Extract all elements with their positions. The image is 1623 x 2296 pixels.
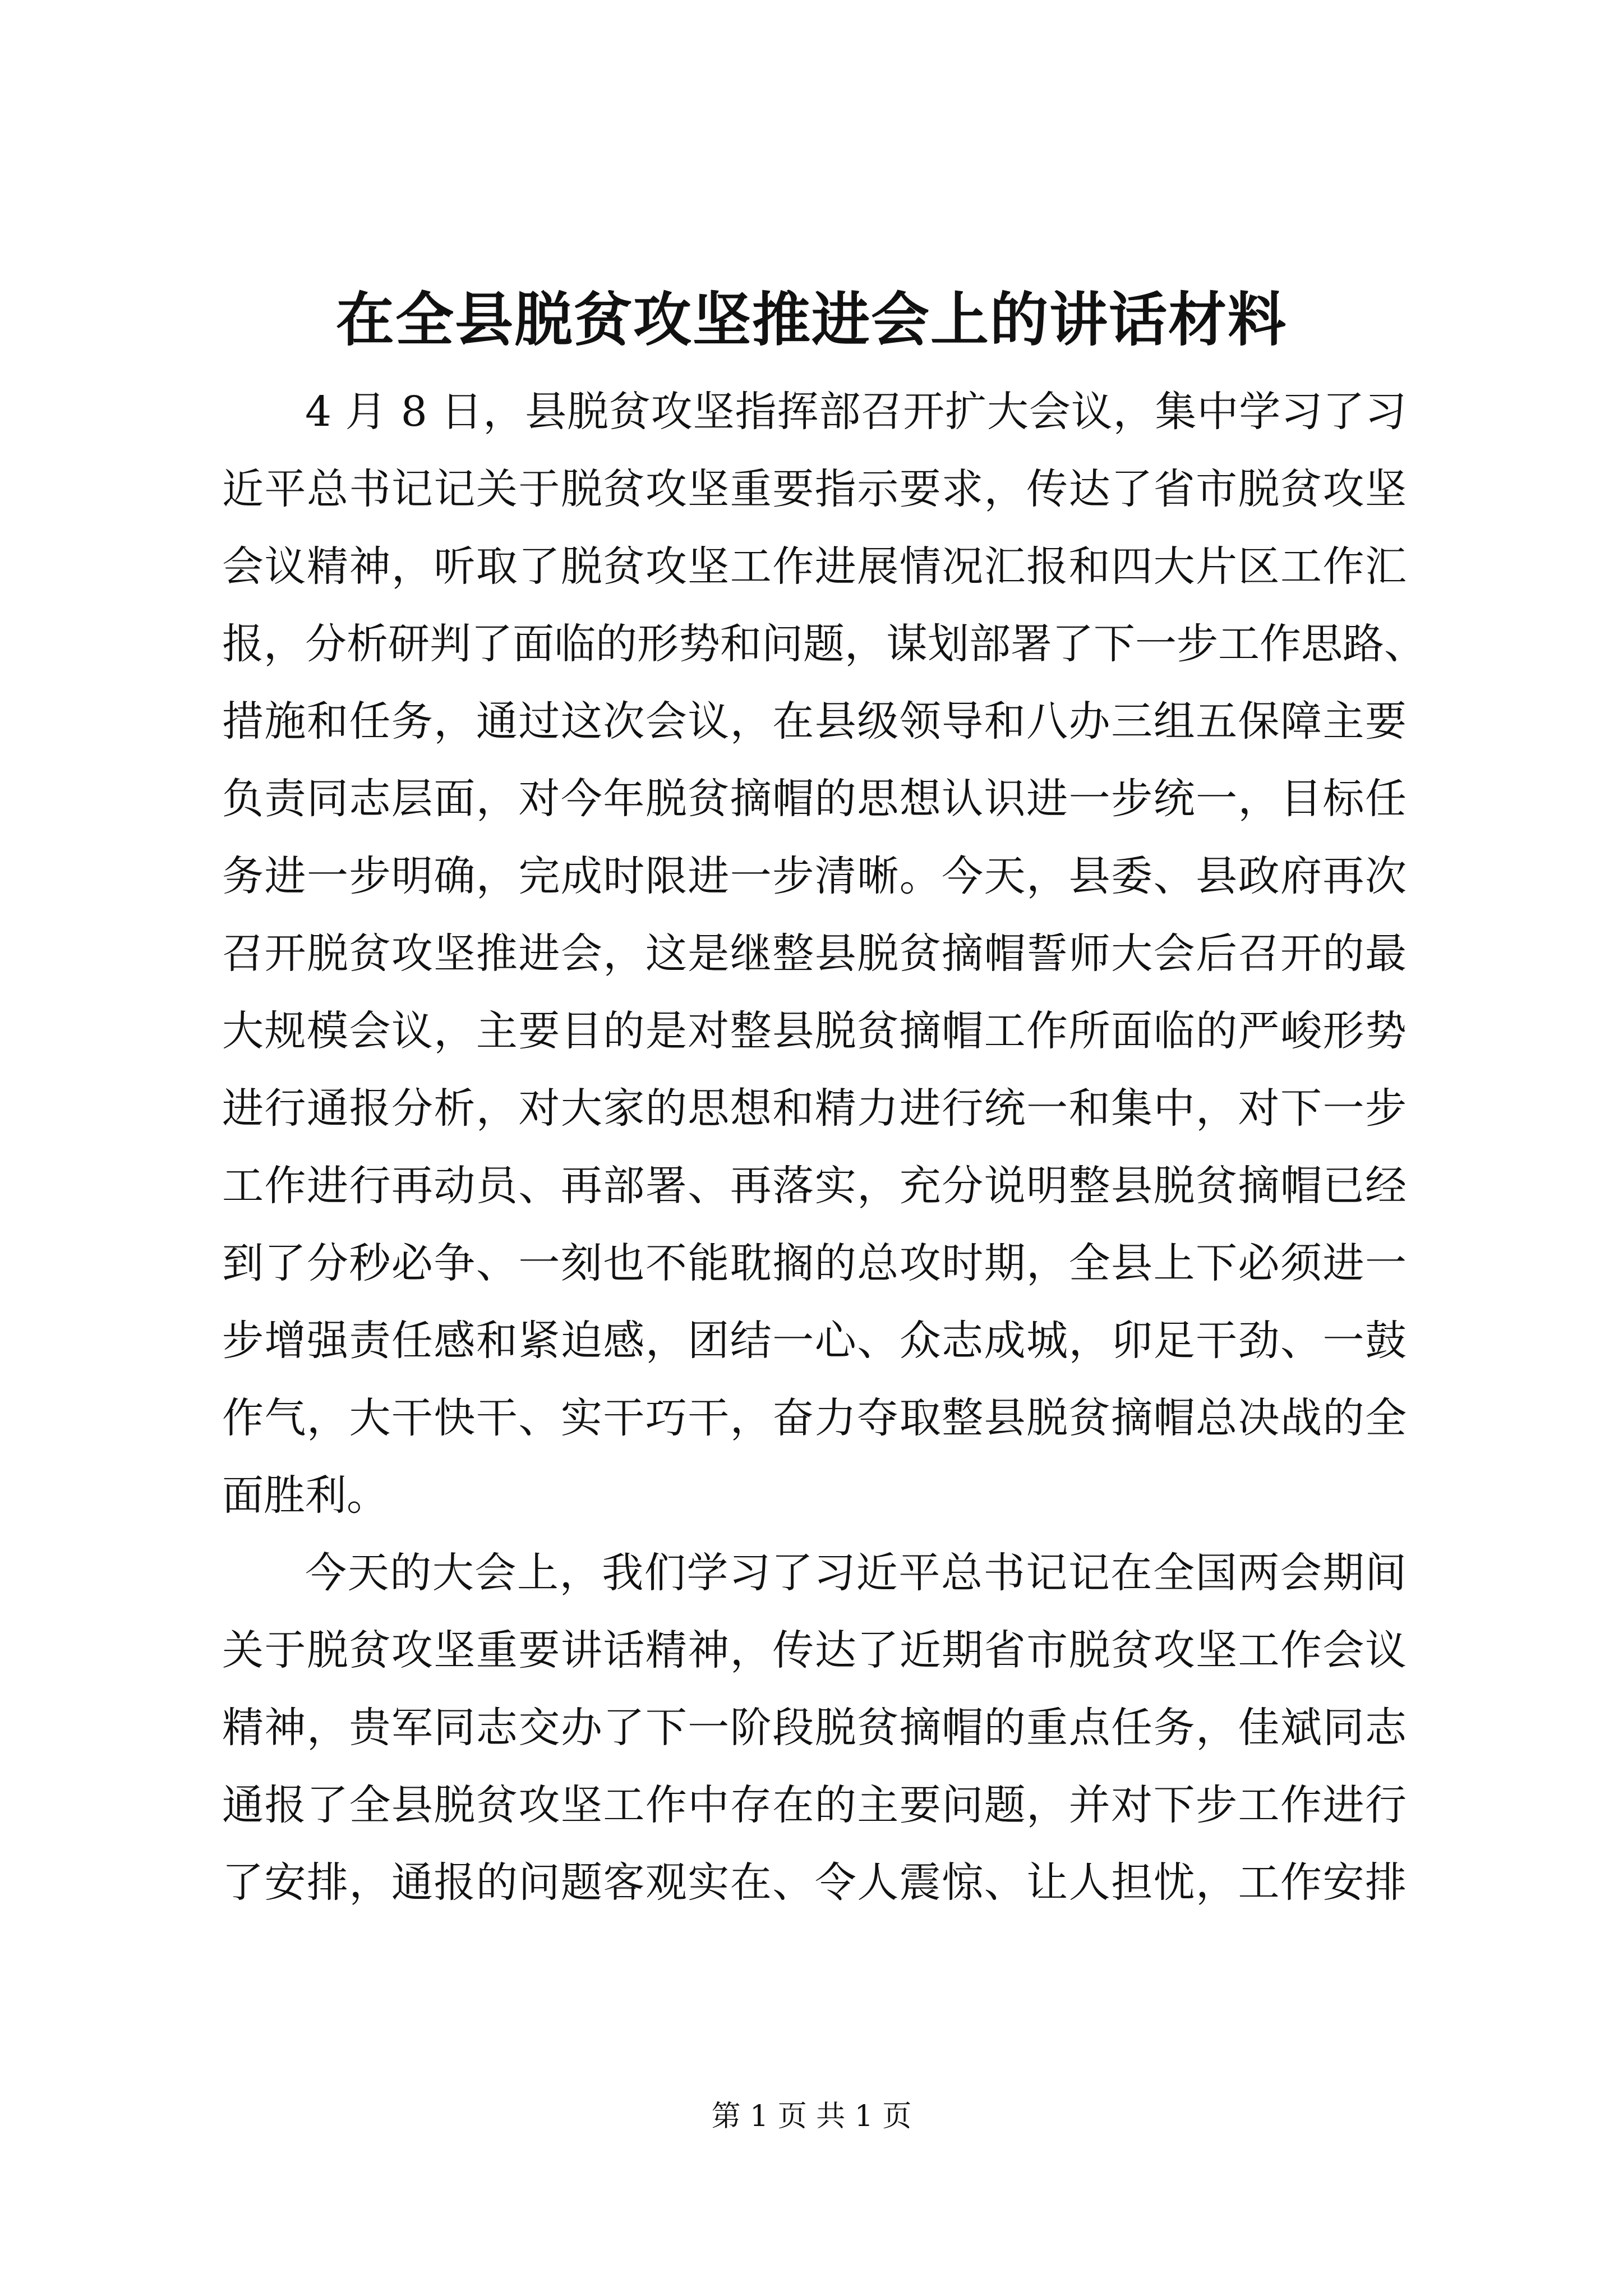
paragraph-line: 4 月 8 日，县脱贫攻坚指挥部召开扩大会议，集中学习了习 (305, 388, 1407, 436)
paragraph-line: 精神，贵军同志交办了下一阶段脱贫摘帽的重点任务，佳斌同志 (222, 1704, 1407, 1752)
paragraph-line: 负责同志层面，对今年脱贫摘帽的思想认识进一步统一，目标任 (222, 775, 1407, 823)
paragraph-line: 进行通报分析，对大家的思想和精力进行统一和集中，对下一步 (222, 1084, 1407, 1133)
paragraph-line: 今天的大会上，我们学习了习近平总书记记在全国两会期间 (305, 1549, 1407, 1597)
paragraph-line: 务进一步明确，完成时限进一步清晰。今天，县委、县政府再次 (222, 852, 1407, 900)
paragraph-line: 作气，大干快干、实干巧干，奋力夺取整县脱贫摘帽总决战的全 (222, 1394, 1407, 1442)
paragraph-line: 了安排，通报的问题客观实在、令人震惊、让人担忧，工作安排 (222, 1858, 1407, 1907)
paragraph-line: 通报了全县脱贫攻坚工作中存在的主要问题，并对下步工作进行 (222, 1781, 1407, 1829)
paragraph-line: 措施和任务，通过这次会议，在县级领导和八办三组五保障主要 (222, 697, 1407, 746)
paragraph-line: 大规模会议，主要目的是对整县脱贫摘帽工作所面临的严峻形势 (222, 1007, 1407, 1055)
document-title: 在全县脱贫攻坚推进会上的讲话材料 (335, 285, 1287, 354)
paragraph-line: 步增强责任感和紧迫感，团结一心、众志成城，卯足干劲、一鼓 (222, 1317, 1407, 1365)
paragraph-line: 近平总书记记关于脱贫攻坚重要指示要求，传达了省市脱贫攻坚 (222, 465, 1407, 513)
paragraph-line: 工作进行再动员、再部署、再落实，充分说明整县脱贫摘帽已经 (222, 1162, 1407, 1210)
paragraph-line: 会议精神，听取了脱贫攻坚工作进展情况汇报和四大片区工作汇 (222, 542, 1407, 591)
document-body (222, 373, 1426, 1921)
page-footer: 第 1 页 共 1 页 (711, 2100, 912, 2133)
paragraph-line: 关于脱贫攻坚重要讲话精神，传达了近期省市脱贫攻坚工作会议 (222, 1626, 1407, 1674)
paragraph-line: 到了分秒必争、一刻也不能耽搁的总攻时期，全县上下必须进一 (222, 1239, 1407, 1287)
paragraph-line: 面胜利。 (222, 1471, 388, 1520)
paragraph-1 (222, 373, 1426, 1534)
paragraph-line: 召开脱贫攻坚推进会，这是继整县脱贫摘帽誓师大会后召开的最 (222, 930, 1407, 978)
paragraph-line: 报，分析研判了面临的形势和问题，谋划部署了下一步工作思路、 (222, 620, 1426, 668)
paragraph-2 (222, 1534, 1407, 1921)
